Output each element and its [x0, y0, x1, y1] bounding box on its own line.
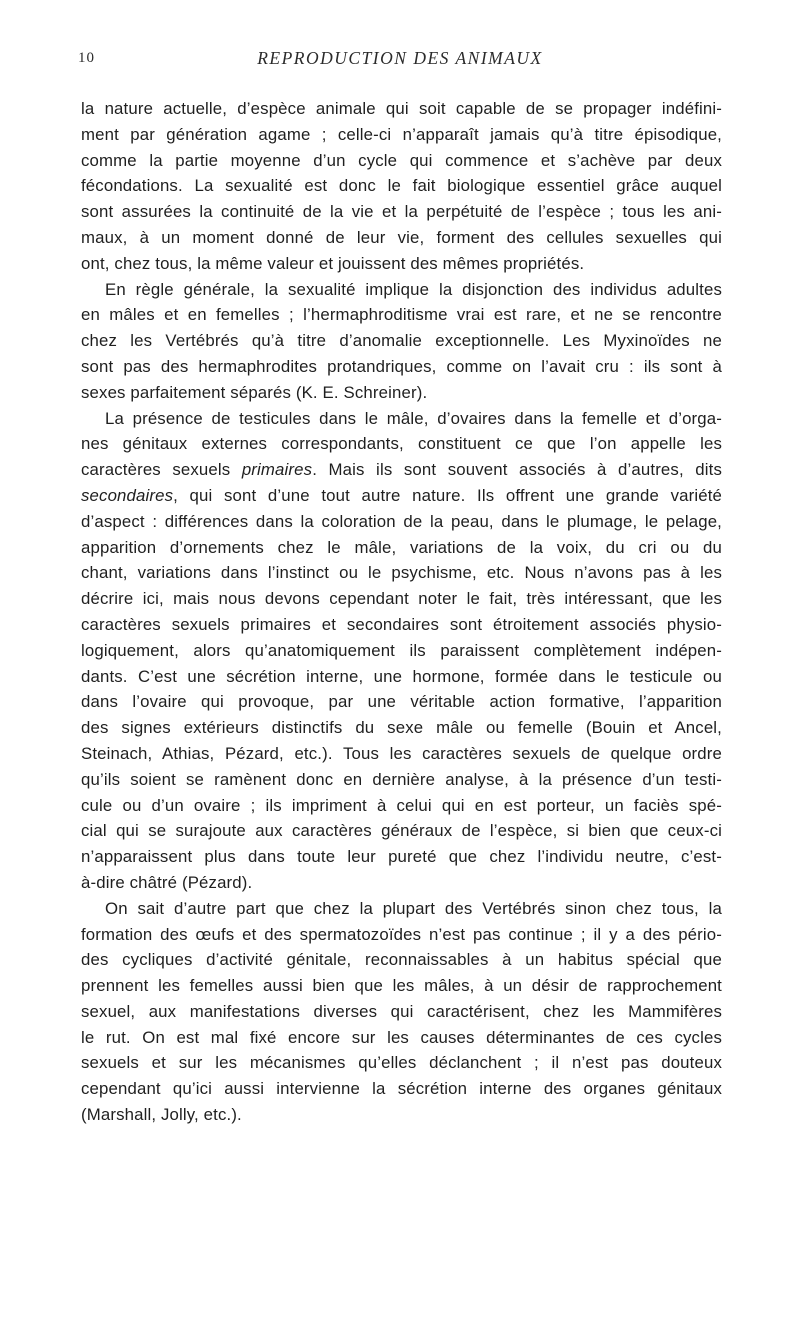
- text-line: prennent les femelles aussi bien que les mâles, à un désir de rapprochement: [81, 976, 722, 996]
- text-line: la nature actuelle, d’espèce animale qui soit capable de se propager indéfini-: [81, 99, 722, 118]
- text-line: ment par génération agame ; celle-ci n’apparaît jamais qu’à titre épisodique,: [81, 124, 722, 144]
- text-line: sexuels et sur les mécanismes qu’elles déclanchent ; il n’est pas douteux: [81, 1053, 722, 1073]
- text-line: cial qui se surajoute aux caractères généraux de l’espèce, si bien que ceux-ci: [81, 821, 722, 841]
- text-line: sexuel, aux manifestations diverses qui caractérisent, chez les Mammifères: [81, 1001, 722, 1021]
- text-line: comme la partie moyenne d’un cycle qui commence et s’achève par deux: [81, 150, 722, 170]
- text-line: sont assurées la continuité de la vie et la perpétuité de l’espèce ; tous les ani-: [81, 202, 722, 222]
- paragraph-2: [81, 277, 722, 406]
- text-line: maux, à un moment donné de leur vie, forment des cellules sexuelles qui: [81, 227, 722, 247]
- text-line: des signes extérieurs distinctifs du sexe mâle ou femelle (Bouin et Ancel,: [81, 718, 722, 738]
- text-line: La présence de testicules dans le mâle, d’ovaires dans la femelle et d’orga-: [105, 408, 722, 428]
- text-line: apparition d’ornements chez le mâle, variations de la voix, du cri ou du: [81, 537, 722, 557]
- text-line: Steinach, Athias, Pézard, etc.). Tous les caractères sexuels de quelque ordre: [81, 743, 722, 763]
- text-line: ont, chez tous, la même valeur et jouissent des mêmes propriétés.: [81, 253, 585, 273]
- page-number: 10: [78, 50, 95, 66]
- text-segment: . Mais ils sont souvent associés à d’autres, dits: [312, 460, 722, 480]
- text-line: [81, 457, 722, 483]
- text-line: chez les Vertébrés qu’à titre d’anomalie exceptionnelle. Les Myxinoïdes ne: [81, 331, 722, 351]
- text-line: n’apparaissent plus dans toute leur pureté que chez l’individu neutre, c’est-: [81, 847, 722, 867]
- text-line: En règle générale, la sexualité implique la disjonction des individus adultes: [105, 279, 722, 299]
- text-line: (Marshall, Jolly, etc.).: [81, 1105, 242, 1125]
- text-line: nes génitaux externes correspondants, constituent ce que l’on appelle les: [81, 434, 722, 454]
- text-line: logiquement, alors qu’anatomiquement ils paraissent complètement indépen-: [81, 640, 722, 660]
- text-line: fécondations. La sexualité est donc le fait biologique essentiel grâce auquel: [81, 176, 722, 196]
- paragraph-4: [81, 896, 722, 1128]
- text-line: dans l’ovaire qui provoque, par une véritable action formative, l’apparition: [81, 692, 722, 712]
- text-line: formation des œufs et des spermatozoïdes n’est pas continue ; il y a des pério-: [81, 924, 722, 944]
- text-line: le rut. On est mal fixé encore sur les causes déterminantes de ces cycles: [81, 1027, 722, 1047]
- italic-term-primaires: primaires: [241, 460, 313, 480]
- text-line: caractères sexuels primaires et secondaires sont étroitement associés physio-: [81, 614, 722, 634]
- text-line: qu’ils soient se ramènent donc en dernière analyse, à la présence d’un testi-: [81, 769, 722, 789]
- text-line: sexes parfaitement séparés (K. E. Schreiner).: [81, 382, 428, 402]
- paragraph-3: [81, 406, 722, 896]
- text-line: en mâles et en femelles ; l’hermaphroditisme vrai est rare, et ne se rencontre: [81, 305, 722, 325]
- text-segment: caractères sexuels: [81, 460, 242, 480]
- text-line: dants. C’est une sécrétion interne, une hormone, formée dans le testicule ou: [81, 666, 722, 686]
- text-line: décrire ici, mais nous devons cependant noter le fait, très intéressant, que les: [81, 589, 722, 609]
- text-line: sont pas des hermaphrodites protandriques, comme on l’avait cru : ils sont à: [81, 356, 722, 376]
- text-line: chant, variations dans l’instinct ou le psychisme, etc. Nous n’avons pas à les: [81, 563, 722, 583]
- text-segment: , qui sont d’une tout autre nature. Ils offrent une grande variété: [173, 485, 722, 505]
- italic-term-secondaires: secondaires: [81, 485, 174, 505]
- text-line: On sait d’autre part que chez la plupart des Vertébrés sinon chez tous, la: [105, 898, 722, 918]
- text-line: des cycliques d’activité génitale, reconnaissables à un habitus spécial que: [81, 950, 722, 970]
- text-line: d’aspect : différences dans la coloration de la peau, dans le plumage, le pelage,: [81, 511, 722, 531]
- body-text: [81, 96, 722, 1128]
- text-line: cependant qu’ici aussi intervienne la sécrétion interne des organes génitaux: [81, 1079, 722, 1099]
- text-line: cule ou d’un ovaire ; ils impriment à celui qui en est porteur, un faciès spé-: [81, 795, 722, 815]
- text-line: [81, 483, 722, 509]
- paragraph-1: [81, 96, 722, 277]
- running-title: REPRODUCTION DES ANIMAUX: [257, 48, 543, 68]
- text-line: à-dire châtré (Pézard).: [81, 872, 253, 892]
